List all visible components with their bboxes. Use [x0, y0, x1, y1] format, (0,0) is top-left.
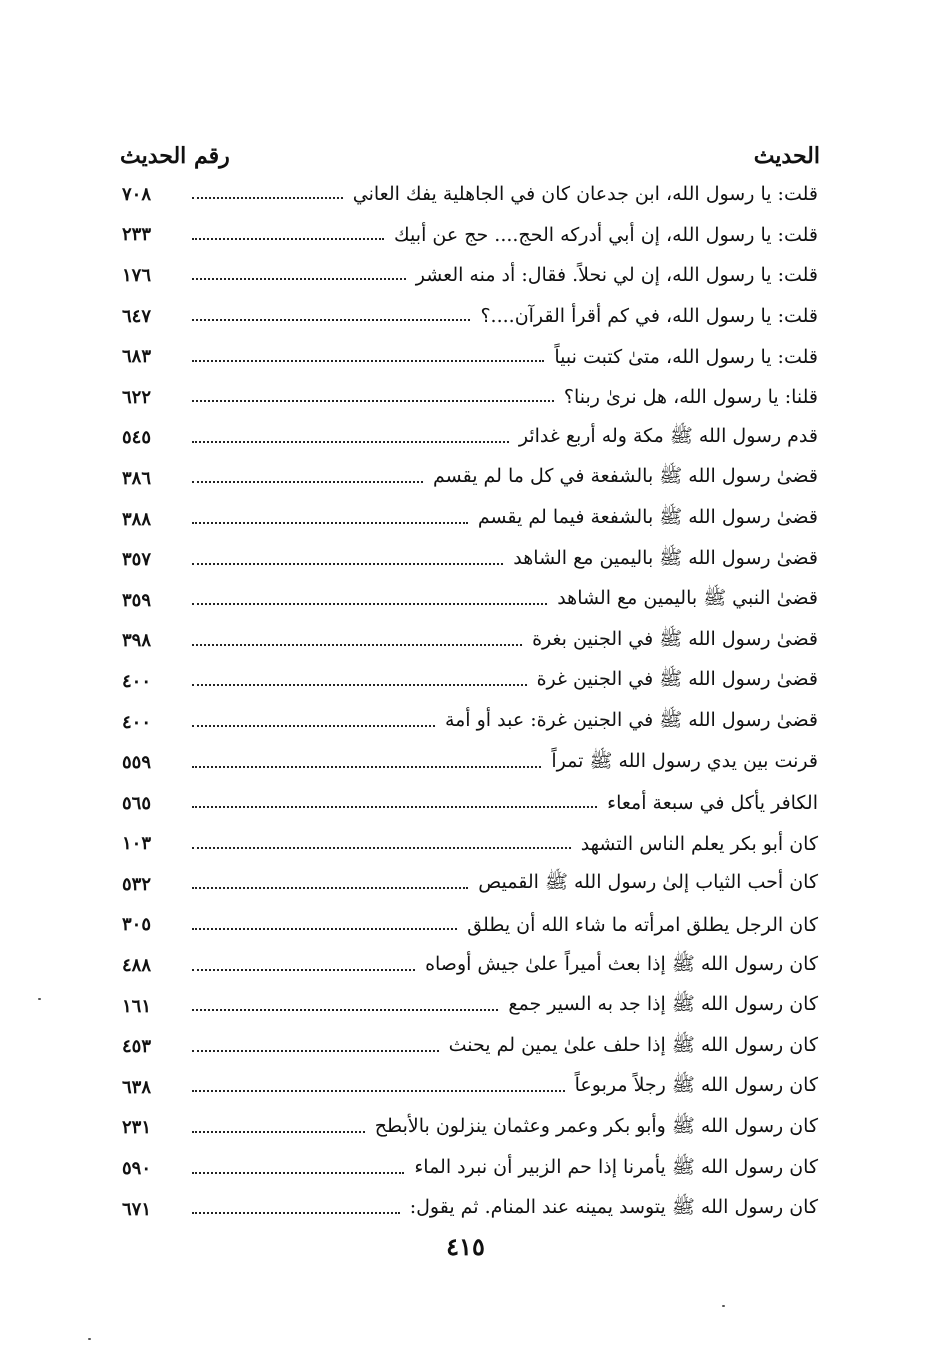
- list-item: [122, 296, 818, 337]
- list-item: [122, 418, 818, 459]
- dot-leader: [192, 278, 406, 280]
- dot-leader: [192, 806, 597, 808]
- hadith-column-heading: الحديث: [753, 143, 820, 169]
- hadith-text: قلت: يا رسول الله، متىٰ كتبت نبياً: [554, 345, 818, 368]
- dot-leader: [192, 481, 423, 483]
- hadith-text: قلت: يا رسول الله، في كم أقرأ القرآن....؟: [480, 305, 818, 328]
- hadith-number: ٣٩٨: [122, 630, 152, 652]
- hadith-text: قلت: يا رسول الله، إن لي نحلاً. فقال: أد منه العشر: [415, 264, 818, 287]
- hadith-text: قضىٰ رسول الله ﷺ في الجنين غرة: [536, 668, 818, 691]
- hadith-text: قدم رسول الله ﷺ مكة وله أربع غدائر: [518, 424, 818, 447]
- dot-leader: [192, 238, 384, 240]
- hadith-text: قضىٰ رسول الله ﷺ باليمين مع الشاهد: [513, 546, 818, 569]
- dot-leader: [192, 644, 522, 646]
- list-item: [122, 905, 818, 946]
- list-item: [122, 1148, 818, 1189]
- hadith-number: ٥٥٩: [122, 752, 152, 774]
- hadith-number: ٦٢٢: [122, 386, 152, 408]
- hadith-text: قرنت بين يدي رسول الله ﷺ تمراً: [551, 749, 818, 772]
- dot-leader: [192, 725, 435, 727]
- dot-leader: [192, 1212, 400, 1214]
- list-item: [122, 458, 818, 499]
- hadith-text: كان رسول الله ﷺ وأبو بكر وعمر وعثمان ينزلون بالأبطح: [374, 1114, 818, 1137]
- list-item: [122, 824, 818, 865]
- hadith-text: كان رسول الله ﷺ رجلاً مربوعاً: [574, 1074, 818, 1097]
- hadith-number: ٤٠٠: [122, 670, 152, 692]
- hadith-text: قضىٰ رسول الله ﷺ في الجنين غرة: عبد أو أمة: [444, 709, 818, 732]
- hadith-number: ٣٥٩: [122, 589, 152, 611]
- list-item: [122, 945, 818, 986]
- hadith-number: ٦٣٨: [122, 1076, 152, 1098]
- dot-leader: [192, 684, 527, 686]
- dot-leader: [192, 969, 415, 971]
- dot-leader: [192, 887, 468, 889]
- hadith-number: ٤٥٣: [122, 1036, 152, 1058]
- hadith-text: كان أبو بكر يعلم الناس التشهد: [580, 832, 818, 855]
- dot-leader: [192, 522, 468, 524]
- list-item: [122, 661, 818, 702]
- hadith-number: ٣٥٧: [122, 549, 152, 571]
- list-item: [122, 539, 818, 580]
- list-item: [122, 174, 818, 215]
- hadith-number: ٥٤٥: [122, 427, 152, 449]
- list-item: [122, 621, 818, 662]
- list-item: [122, 215, 818, 256]
- list-item: [122, 499, 818, 540]
- hadith-number: ٥٦٥: [122, 792, 152, 814]
- dot-leader: [192, 441, 509, 443]
- dot-leader: [192, 928, 457, 930]
- hadith-number: ٥٩٠: [122, 1158, 152, 1180]
- list-item: [122, 1067, 818, 1108]
- hadith-text: كان رسول الله ﷺ إذا حلف علىٰ يمين لم يحنث: [448, 1033, 818, 1056]
- index-header: [120, 136, 820, 176]
- list-item: [122, 742, 818, 783]
- hadith-number: ٧٠٨: [122, 183, 152, 205]
- list-item: [122, 864, 818, 905]
- dot-leader: [192, 603, 547, 605]
- hadith-number: ٤٠٠: [122, 711, 152, 733]
- page-number: ٤١٥: [446, 1232, 485, 1261]
- dot-leader: [192, 1131, 365, 1133]
- list-item: [122, 377, 818, 418]
- list-item: [122, 702, 818, 743]
- hadith-number: ٢٣١: [122, 1117, 152, 1139]
- hadith-number: ٥٣٢: [122, 873, 152, 895]
- hadith-number: ٣٠٥: [122, 914, 152, 936]
- number-column-heading: رقم الحديث: [120, 143, 230, 169]
- hadith-text: قلت: يا رسول الله، إن أبي أدركه الحج.... حج عن أبيك: [394, 223, 818, 246]
- list-item: [122, 986, 818, 1027]
- hadith-text: قضىٰ النبي ﷺ باليمين مع الشاهد: [557, 587, 818, 610]
- dot-leader: [192, 1050, 439, 1052]
- hadith-text: قضىٰ رسول الله ﷺ بالشفعة فيما لم يقسم: [477, 506, 818, 529]
- hadith-number: ١٠٣: [122, 833, 152, 855]
- hadith-text: قضىٰ رسول الله ﷺ بالشفعة في كل ما لم يقسم: [433, 465, 818, 488]
- hadith-number: ١٦١: [122, 995, 152, 1017]
- hadith-number: ١٧٦: [122, 264, 152, 286]
- hadith-number: ٢٣٣: [122, 224, 152, 246]
- hadith-text: قضىٰ رسول الله ﷺ في الجنين بغرة: [532, 627, 818, 650]
- dot-leader: [192, 766, 541, 768]
- scan-speck: [722, 1305, 725, 1307]
- hadith-text: كان رسول الله ﷺ يتوسد يمينه عند المنام. ثم يقول:: [409, 1196, 818, 1219]
- dot-leader: [192, 1090, 565, 1092]
- scan-speck: [88, 1338, 91, 1340]
- hadith-number: ٣٨٦: [122, 467, 152, 489]
- dot-leader: [192, 1172, 404, 1174]
- hadith-text: قلت: يا رسول الله، ابن جدعان كان في الجاهلية يفك العاني: [352, 183, 818, 206]
- list-item: [122, 1108, 818, 1149]
- hadith-number: ٣٨٨: [122, 508, 152, 530]
- dot-leader: [192, 563, 503, 565]
- hadith-text: كان رسول الله ﷺ إذا جد به السير جمع: [508, 993, 818, 1016]
- hadith-text: كان رسول الله ﷺ إذا بعث أميراً علىٰ جيش أوصاه: [425, 952, 818, 975]
- hadith-text: قلنا: يا رسول الله، هل نرىٰ ربنا؟: [563, 386, 818, 409]
- list-item: [122, 580, 818, 621]
- list-item: [122, 1026, 818, 1067]
- list-item: [122, 336, 818, 377]
- hadith-text: كان الرجل يطلق امرأته ما شاء الله أن يطلق: [467, 913, 818, 936]
- hadith-text: كان أحب الثياب إلىٰ رسول الله ﷺ القميص: [478, 871, 818, 894]
- dot-leader: [192, 197, 343, 199]
- list-item: [122, 1189, 818, 1230]
- dot-leader: [192, 847, 571, 849]
- hadith-number: ٦٨٣: [122, 346, 152, 368]
- hadith-number: ٦٧١: [122, 1198, 152, 1220]
- hadith-index-list: [122, 174, 818, 1229]
- list-item: [122, 783, 818, 824]
- hadith-text: كان رسول الله ﷺ يأمرنا إذا حم الزبير أن نبرد الماء: [414, 1155, 818, 1178]
- dot-leader: [192, 360, 544, 362]
- dot-leader: [192, 319, 470, 321]
- hadith-number: ٦٤٧: [122, 305, 152, 327]
- hadith-number: ٤٨٨: [122, 955, 152, 977]
- scan-speck: [38, 998, 41, 1000]
- list-item: [122, 255, 818, 296]
- hadith-text: الكافر يأكل في سبعة أمعاء: [607, 792, 818, 815]
- dot-leader: [192, 1009, 498, 1011]
- dot-leader: [192, 400, 554, 402]
